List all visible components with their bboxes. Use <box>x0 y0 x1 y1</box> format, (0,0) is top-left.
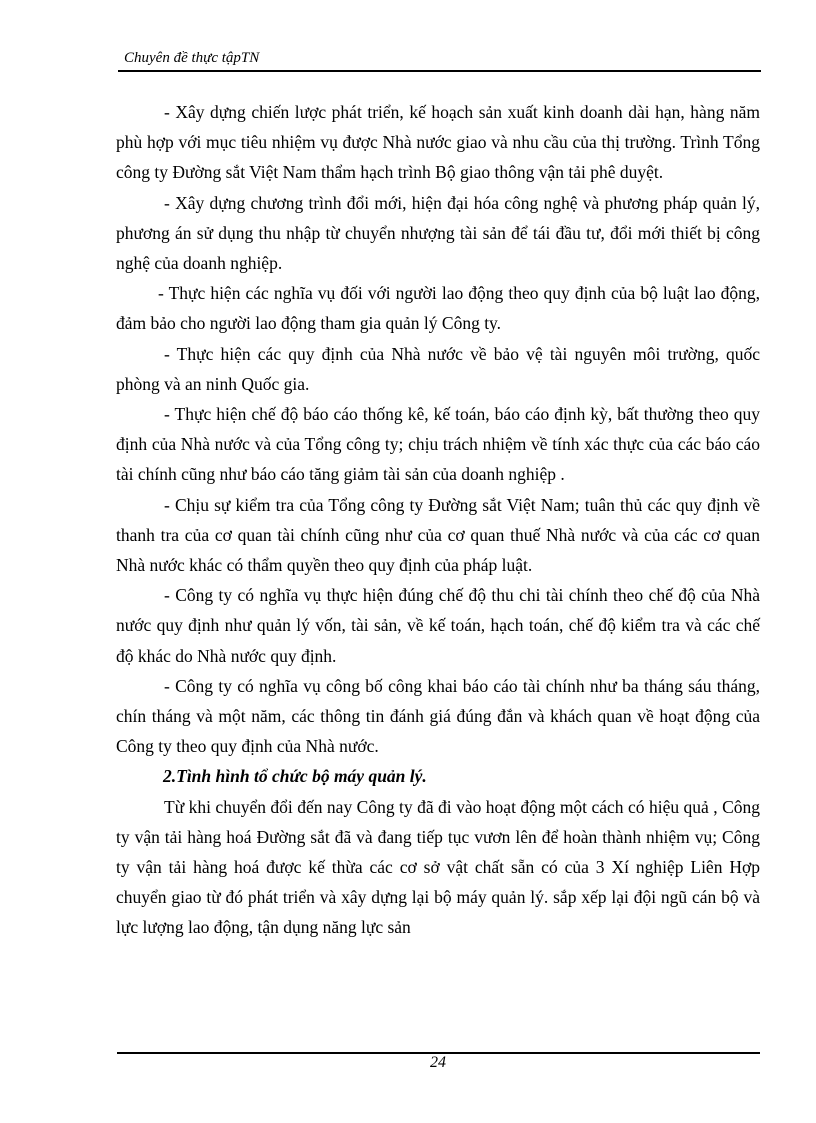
page-number: 24 <box>430 1054 446 1071</box>
paragraph-inspection: - Chịu sự kiểm tra của Tổng công ty Đường sắt Việt Nam; tuân thủ các quy định về thanh tra của cơ quan tài chính cũng như của cơ quan thuế Nhà nước và của các cơ quan Nhà nước khác có thẩm quyền theo quy định của pháp luật. <box>116 494 760 576</box>
paragraph-innovation: - Xây dựng chương trình đổi mới, hiện đại hóa công nghệ và phương pháp quản lý, phương án sử dụng thu nhập từ chuyển nhượng tài sản để tái đầu tư, đổi mới thiết bị công nghệ của doanh nghiệp. <box>116 192 760 274</box>
paragraph-labor-obligations: - Thực hiện các nghĩa vụ đối với người lao động theo quy định của bộ luật lao động, đảm bảo cho người lao động tham gia quản lý Công ty. <box>116 283 760 334</box>
paragraph-reporting: - Thực hiện chế độ báo cáo thống kê, kế toán, báo cáo định kỳ, bất thường theo quy định của Nhà nước và của Tổng công ty; chịu trách nhiệm về tính xác thực của các báo cáo tài chính cũng như báo cáo tăng giảm tài sản của doanh nghiệp . <box>116 404 760 485</box>
paragraph-disclosure: - Công ty có nghĩa vụ công bố công khai báo cáo tài chính như ba tháng sáu tháng, chín tháng và một năm, các thông tin đánh giá đúng đắn và khách quan về hoạt động của Công ty theo quy định của Nhà nước. <box>116 675 760 757</box>
page-header <box>118 50 761 72</box>
section-heading: 2.Tình hình tổ chức bộ máy quản lý. <box>163 766 427 787</box>
paragraph-environment: - Thực hiện các quy định của Nhà nước về bảo vệ tài nguyên môi trường, quốc phòng và an ninh Quốc gia. <box>116 343 760 394</box>
paragraph-organization: Từ khi chuyển đổi đến nay Công ty đã đi vào hoạt động một cách có hiệu quả , Công ty vận tải hàng hoá Đường sắt đã và đang tiếp tục vươn lên để hoàn thành nhiệm vụ; Công ty vận tải hàng hoá được kế thừa các cơ sở vật chất sẵn có của 3 Xí nghiệp Liên Hợp chuyển giao từ đó phát triển và xây dựng lại bộ máy quản lý. sắp xếp lại đội ngũ cán bộ và lực lượng lao động, tận dụng năng lực sản <box>116 796 760 938</box>
header-rule <box>118 70 761 72</box>
paragraph-strategy: - Xây dựng chiến lược phát triển, kế hoạch sản xuất kinh doanh dài hạn, hàng năm phù hợp với mục tiêu nhiệm vụ được Nhà nước giao và nhu cầu của thị trường. Trình Tổng công ty Đường sắt Việt Nam thẩm hạch trình Bộ giao thông vận tải phê duyệt. <box>116 102 760 183</box>
header-title: Chuyên đề thực tậpTN <box>124 50 260 66</box>
paragraph-finance-regime: - Công ty có nghĩa vụ thực hiện đúng chế độ thu chi tài chính theo chế độ của Nhà nước quy định như quản lý vốn, tài sản, về kế toán, hạch toán, chế độ kiểm tra và các chế độ khác do Nhà nước quy định. <box>116 585 760 666</box>
page-body <box>116 97 760 943</box>
